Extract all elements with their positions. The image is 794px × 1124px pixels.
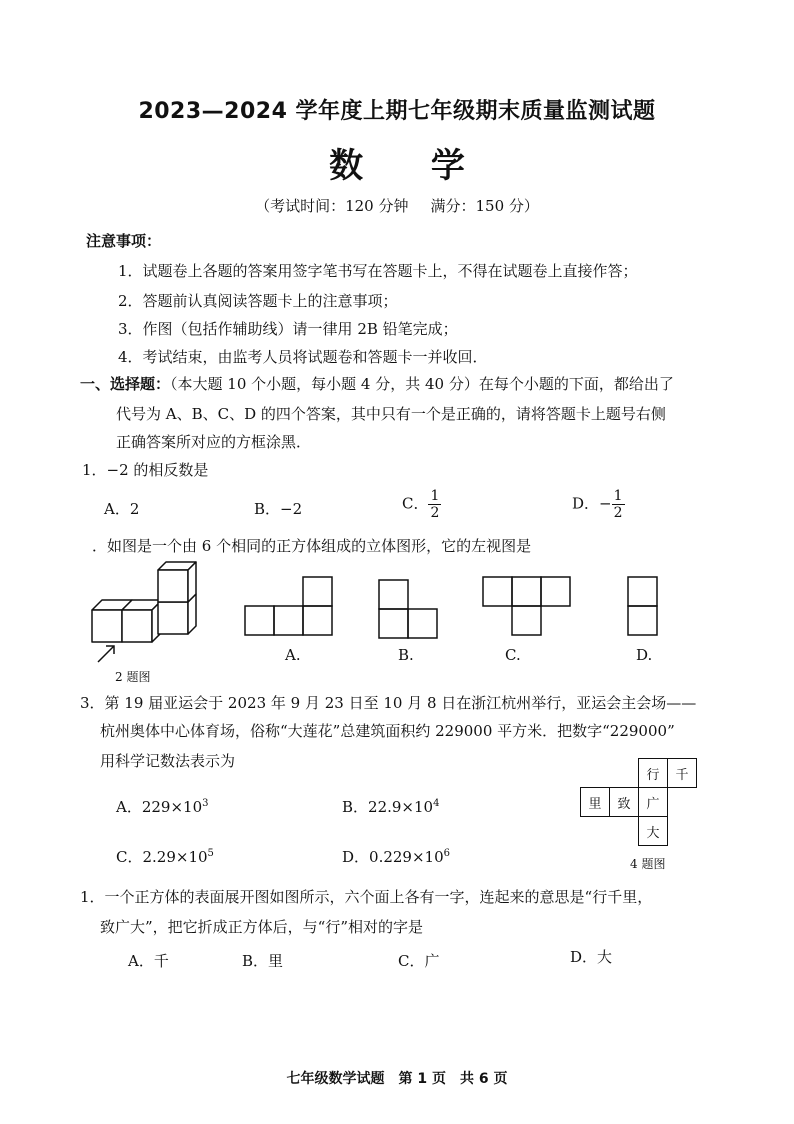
q3-option-d: D．$0.229\times 10^6$ xyxy=(342,848,450,866)
notice-item-2: 2．答题前认真阅读答题卡上的注意事项； xyxy=(118,292,398,310)
q2-fig-label: 2 题图 xyxy=(115,670,151,684)
q1-stem: 1．−2 的相反数是 xyxy=(82,461,209,479)
notice-heading: 注意事项： xyxy=(86,232,162,250)
net-face-li: 里 xyxy=(580,787,610,817)
exam-info xyxy=(0,195,794,216)
section-1-line-3: 正确答案所对应的方框涂黑． xyxy=(116,433,312,451)
section-1-line-2: 代号为 A、B、C、D 的四个答案，其中只有一个是正确的，请将答题卡上题号右侧 xyxy=(116,405,666,423)
q2-solid-figure xyxy=(80,560,210,670)
q4-option-a: A．千 xyxy=(128,952,169,970)
q1-option-d: D．− $\frac{1}{2}$ xyxy=(572,488,623,521)
notice-item-4: 4．考试结束，由监考人员将试题卷和答题卡一并收回． xyxy=(118,348,488,366)
q2-option-b-figure xyxy=(377,578,439,640)
q3-option-a: A．$229\times 10^3$ xyxy=(116,798,209,816)
net-face-da: 大 xyxy=(638,816,668,846)
q1-c-fraction: $\frac{1}{2}$ xyxy=(430,488,440,521)
q4-option-c: C．广 xyxy=(398,952,440,970)
q3-line-3: 用科学记数法表示为 xyxy=(100,752,236,770)
q4-option-d: D．大 xyxy=(570,948,613,966)
notice-item-3: 3．作图（包括作辅助线）请一律用 2B 铅笔完成； xyxy=(118,320,458,338)
q2-stem: ．如图是一个由 6 个相同的正方体组成的立体图形，它的左视图是 xyxy=(92,537,532,555)
q2-option-d-figure xyxy=(626,575,660,637)
q3-option-b: B．$22.9\times 10^4$ xyxy=(342,798,440,816)
q4-option-b: B．里 xyxy=(242,952,284,970)
q1-d-fraction: $\frac{1}{2}$ xyxy=(613,488,623,521)
section-1-heading: 一、选择题： xyxy=(80,375,171,393)
q4-net-figure xyxy=(580,756,700,848)
q3-line-2: 杭州奥体中心体育场，俗称“大莲花”总建筑面积约 229000 平方米．把数字“229000” xyxy=(100,722,675,740)
section-1-line-1: 一、选择题：（本大题 10 个小题，每小题 4 分，共 40 分）在每个小题的下面，都给出了 xyxy=(80,375,674,393)
q4-line-2: 致广大”，把它折成正方体后，与“行”相对的字是 xyxy=(100,918,424,936)
net-face-xing: 行 xyxy=(638,758,668,788)
q3-option-c: C．$2.29\times 10^5$ xyxy=(116,848,214,866)
q1-option-c: C． $\frac{1}{2}$ xyxy=(402,488,440,521)
notice-item-1: 1．试题卷上各题的答案用签字笔书写在答题卡上，不得在试题卷上直接作答； xyxy=(118,262,638,280)
net-face-guang: 广 xyxy=(638,787,668,817)
exam-title: 2023—2024 学年度上期七年级期末质量监测试题 xyxy=(138,99,656,124)
page-footer: 七年级数学试题 第 1 页 共 6 页 xyxy=(286,1071,508,1087)
net-face-qian: 千 xyxy=(667,758,697,788)
exam-time: （考试时间：120 分钟 xyxy=(255,197,409,215)
q1-option-a: A．2 xyxy=(104,500,140,518)
q3-line-1: 3．第 19 届亚运会于 2023 年 9 月 23 日至 10 月 8 日在浙江杭州举行，亚运会主会场—— xyxy=(80,694,697,712)
q2-option-c-figure xyxy=(482,575,572,637)
q2-option-a-figure xyxy=(244,575,334,637)
q2-option-a-label: A. xyxy=(285,646,301,664)
full-score: 满分：150 分） xyxy=(430,197,539,215)
q4-fig-label: 4 题图 xyxy=(630,857,666,871)
q2-option-c-label: C. xyxy=(505,646,521,664)
q2-option-b-label: B. xyxy=(398,646,414,664)
q4-line-1: 1．一个正方体的表面展开图如图所示，六个面上各有一字，连起来的意思是“行千里， xyxy=(80,888,653,906)
net-face-zhi: 致 xyxy=(609,787,639,817)
q2-option-d-label: D. xyxy=(636,646,653,664)
subject-title: 数 学 xyxy=(329,146,493,186)
q1-option-b: B．−2 xyxy=(254,500,303,518)
